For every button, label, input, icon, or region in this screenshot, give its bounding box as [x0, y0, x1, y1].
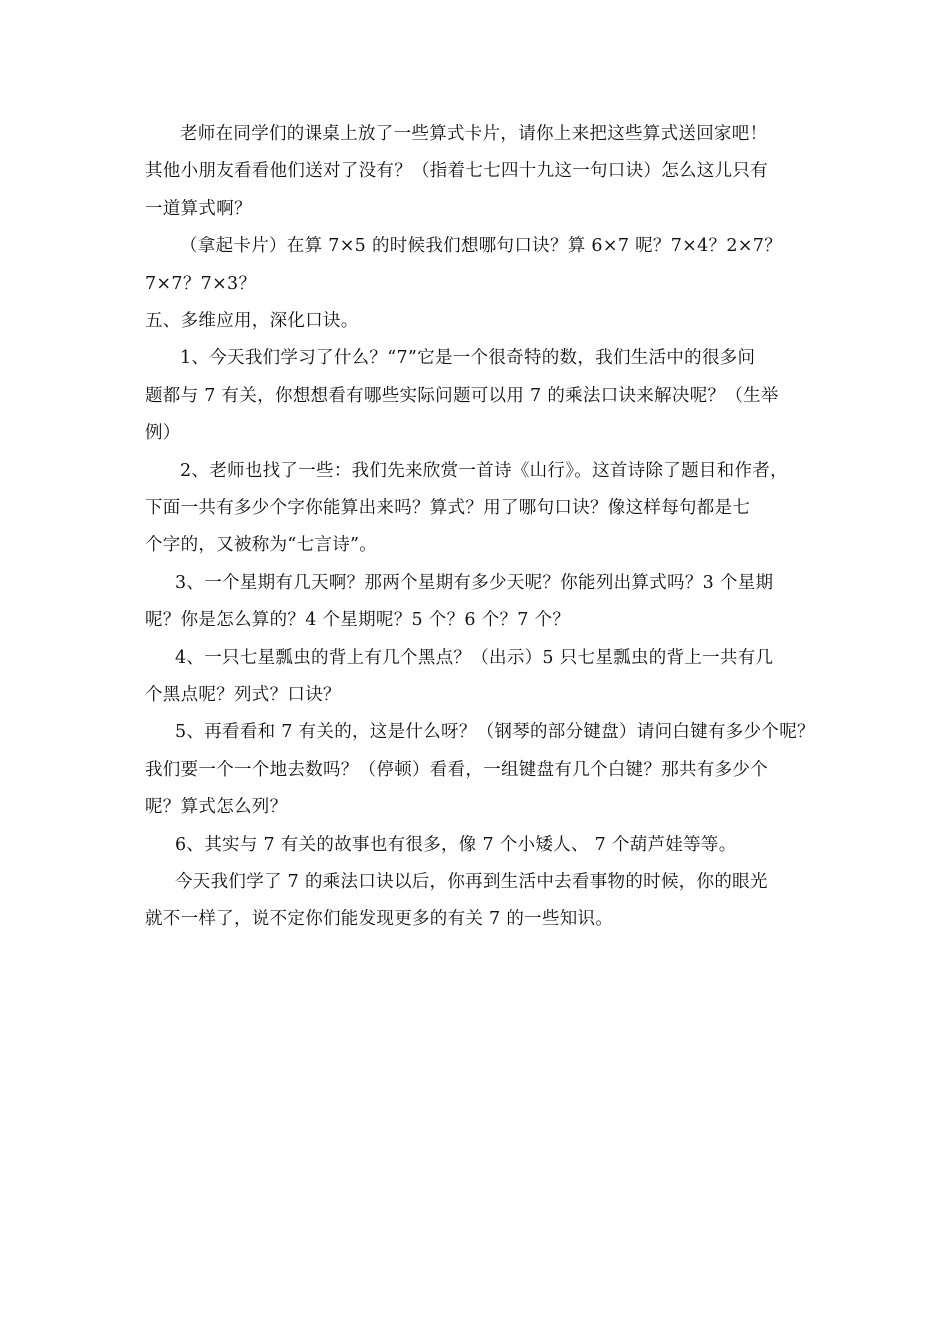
text-line-9: 例） — [145, 423, 181, 443]
text-line-16: 个黑点呢？列式？口诀？ — [145, 685, 341, 705]
text-line-21: 今天我们学了 7 的乘法口诀以后，你再到生活中去看事物的时候，你的眼光 — [175, 872, 768, 892]
text-line-8: 题都与 7 有关，你想想看有哪些实际问题可以用 7 的乘法口诀来解决呢？（生举 — [145, 386, 779, 406]
text-line-1: 老师在同学们的课桌上放了一些算式卡片，请你上来把这些算式送回家吧！ — [180, 124, 768, 144]
text-line-10: 2、老师也找了一些：我们先来欣赏一首诗《山行》。这首诗除了题目和作者， — [180, 461, 788, 481]
text-line-3: 一道算式啊？ — [145, 199, 252, 219]
text-line-14: 呢？你是怎么算的？4 个星期呢？5 个？6 个？7 个？ — [145, 610, 571, 630]
text-line-19: 呢？算式怎么列？ — [145, 797, 288, 817]
text-line-15: 4、一只七星瓢虫的背上有几个黑点？（出示）5 只七星瓢虫的背上一共有几 — [175, 648, 774, 668]
text-line-7: 1、今天我们学习了什么？“7”它是一个很奇特的数，我们生活中的很多问 — [180, 348, 756, 368]
text-line-11: 下面一共有多少个字你能算出来吗？算式？用了哪句口诀？像这样每句都是七 — [145, 498, 751, 518]
text-line-13: 3、一个星期有几天啊？那两个星期有多少天呢？你能列出算式吗？3 个星期 — [175, 573, 774, 593]
section-heading: 五、多维应用，深化口诀。 — [145, 311, 359, 331]
text-line-2: 其他小朋友看看他们送对了没有？（指着七七四十九这一句口诀）怎么这儿只有 — [145, 161, 768, 181]
text-line-20: 6、其实与 7 有关的故事也有很多，像 7 个小矮人、 7 个葫芦娃等等。 — [175, 835, 737, 855]
text-line-17: 5、再看看和 7 有关的，这是什么呀？（钢琴的部分键盘）请问白键有多少个呢？ — [175, 722, 815, 742]
text-line-4: （拿起卡片）在算 7×5 的时候我们想哪句口诀？算 6×7 呢？7×4？2×7？ — [180, 236, 782, 256]
text-line-18: 我们要一个一个地去数吗？（停顿）看看，一组键盘有几个白键？那共有多少个 — [145, 760, 768, 780]
text-line-5: 7×7？7×3？ — [145, 274, 257, 294]
text-line-12: 个字的，又被称为“七言诗”。 — [145, 535, 378, 555]
text-line-22: 就不一样了，说不定你们能发现更多的有关 7 的一些知识。 — [145, 909, 614, 929]
